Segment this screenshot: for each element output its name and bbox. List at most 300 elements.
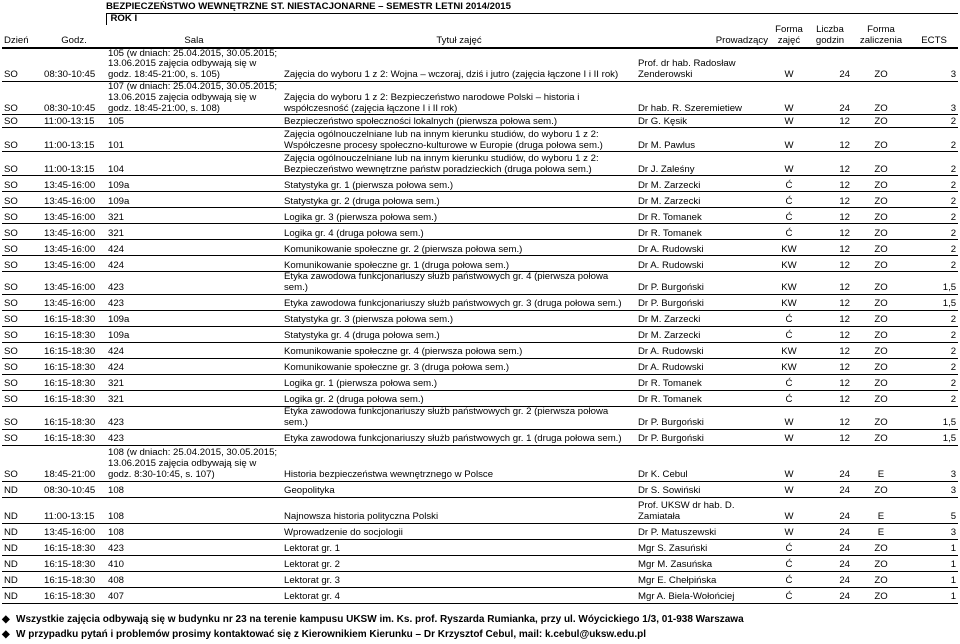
row-sala: 108 xyxy=(106,481,282,497)
header-row xyxy=(2,25,958,48)
row-title: Geopolityka xyxy=(282,481,636,497)
row-godz: 11:00-13:15 xyxy=(42,128,106,152)
row-prowadzacy: Dr A. Rudowski xyxy=(636,342,770,358)
year-row xyxy=(2,13,958,25)
row-liczba-godzin: 12 xyxy=(808,390,852,406)
table-row xyxy=(2,555,958,571)
table-row xyxy=(2,115,958,128)
row-title: Logika gr. 4 (druga połowa sem.) xyxy=(282,224,636,240)
row-godz: 16:15-18:30 xyxy=(42,539,106,555)
row-sala: 423 xyxy=(106,539,282,555)
row-forma-zajec: Ć xyxy=(770,176,808,192)
row-liczba-godzin: 12 xyxy=(808,406,852,429)
row-forma-zaliczenia: ZO xyxy=(852,587,910,603)
row-liczba-godzin: 12 xyxy=(808,128,852,152)
row-dzien: SO xyxy=(2,342,42,358)
row-dzien: SO xyxy=(2,374,42,390)
row-title: Lektorat gr. 4 xyxy=(282,587,636,603)
col-header-dzien: Dzień xyxy=(2,25,42,48)
row-ects: 5 xyxy=(910,497,958,523)
row-forma-zaliczenia: E xyxy=(852,523,910,539)
row-forma-zajec: W xyxy=(770,481,808,497)
row-prowadzacy: Dr A. Rudowski xyxy=(636,358,770,374)
row-dzien: SO xyxy=(2,176,42,192)
row-godz: 13:45-16:00 xyxy=(42,272,106,295)
row-liczba-godzin: 24 xyxy=(808,539,852,555)
row-sala: 424 xyxy=(106,358,282,374)
row-forma-zaliczenia: ZO xyxy=(852,240,910,256)
row-prowadzacy: Dr M. Zarzecki xyxy=(636,176,770,192)
row-forma-zajec: Ć xyxy=(770,587,808,603)
row-title: Logika gr. 3 (pierwsza połowa sem.) xyxy=(282,208,636,224)
row-godz: 11:00-13:15 xyxy=(42,152,106,176)
row-dzien: SO xyxy=(2,445,42,481)
row-liczba-godzin: 12 xyxy=(808,256,852,272)
row-godz: 16:15-18:30 xyxy=(42,326,106,342)
row-prowadzacy: Dr P. Burgoński xyxy=(636,406,770,429)
row-prowadzacy: Dr P. Burgoński xyxy=(636,272,770,295)
row-forma-zajec: KW xyxy=(770,358,808,374)
table-row xyxy=(2,128,958,152)
table-row xyxy=(2,256,958,272)
col-header-sala: Sala xyxy=(106,25,282,48)
row-ects: 1,5 xyxy=(910,429,958,445)
footer-notes xyxy=(2,612,958,642)
row-ects: 2 xyxy=(910,176,958,192)
row-title: Historia bezpieczeństwa wewnętrznego w Polsce xyxy=(282,445,636,481)
row-dzien: SO xyxy=(2,358,42,374)
row-forma-zajec: Ć xyxy=(770,374,808,390)
row-title: Etyka zawodowa funkcjonariuszy służb państwowych gr. 3 (druga połowa sem.) xyxy=(282,294,636,310)
row-dzien: SO xyxy=(2,224,42,240)
row-prowadzacy: Dr M. Pawlus xyxy=(636,128,770,152)
table-row xyxy=(2,48,958,82)
row-ects: 2 xyxy=(910,256,958,272)
table-row xyxy=(2,539,958,555)
row-ects: 2 xyxy=(910,326,958,342)
row-prowadzacy: Dr P. Matuszewski xyxy=(636,523,770,539)
row-godz: 08:30-10:45 xyxy=(42,81,106,114)
row-liczba-godzin: 12 xyxy=(808,326,852,342)
row-liczba-godzin: 12 xyxy=(808,294,852,310)
table-row xyxy=(2,310,958,326)
row-godz: 16:15-18:30 xyxy=(42,429,106,445)
row-prowadzacy: Dr A. Rudowski xyxy=(636,256,770,272)
row-sala: 105 xyxy=(106,115,282,128)
row-dzien: SO xyxy=(2,272,42,295)
row-ects: 3 xyxy=(910,81,958,114)
diamond-bullet-icon: ◆ xyxy=(2,629,10,640)
row-title: Statystyka gr. 4 (druga połowa sem.) xyxy=(282,326,636,342)
table-row xyxy=(2,445,958,481)
row-ects: 3 xyxy=(910,48,958,82)
row-prowadzacy: Dr M. Zarzecki xyxy=(636,310,770,326)
row-prowadzacy: Dr P. Burgoński xyxy=(636,429,770,445)
table-row xyxy=(2,240,958,256)
row-forma-zaliczenia: ZO xyxy=(852,48,910,82)
row-forma-zajec: W xyxy=(770,429,808,445)
table-row xyxy=(2,294,958,310)
table-row xyxy=(2,429,958,445)
row-forma-zaliczenia: E xyxy=(852,497,910,523)
row-ects: 2 xyxy=(910,208,958,224)
row-forma-zajec: Ć xyxy=(770,208,808,224)
row-forma-zajec: W xyxy=(770,128,808,152)
row-prowadzacy: Dr G. Kęsik xyxy=(636,115,770,128)
row-forma-zaliczenia: ZO xyxy=(852,571,910,587)
row-prowadzacy: Prof. UKSW dr hab. D. Zamiatała xyxy=(636,497,770,523)
row-forma-zaliczenia: ZO xyxy=(852,539,910,555)
row-sala: 321 xyxy=(106,390,282,406)
row-liczba-godzin: 12 xyxy=(808,115,852,128)
row-liczba-godzin: 12 xyxy=(808,152,852,176)
row-ects: 1 xyxy=(910,571,958,587)
schedule-sheet xyxy=(2,1,958,604)
row-forma-zajec: W xyxy=(770,81,808,114)
row-forma-zajec: Ć xyxy=(770,555,808,571)
row-prowadzacy: Dr M. Zarzecki xyxy=(636,192,770,208)
row-forma-zajec: KW xyxy=(770,272,808,295)
row-ects: 2 xyxy=(910,192,958,208)
row-forma-zaliczenia: ZO xyxy=(852,326,910,342)
row-sala: 107 (w dniach: 25.04.2015, 30.05.2015; 13.06.2015 zajęcia odbywają się w godz. 18:45-21:00, s. 108) xyxy=(106,81,282,114)
row-dzien: ND xyxy=(2,481,42,497)
row-forma-zaliczenia: ZO xyxy=(852,256,910,272)
row-sala: 423 xyxy=(106,272,282,295)
row-forma-zaliczenia: E xyxy=(852,445,910,481)
row-title: Zajęcia ogólnouczelniane lub na innym kierunku studiów, do wyboru 1 z 2: Bezpieczeństwo wewnętrzne państw poradzieckich (druga połowa sem.) xyxy=(282,152,636,176)
row-godz: 11:00-13:15 xyxy=(42,497,106,523)
row-liczba-godzin: 24 xyxy=(808,481,852,497)
row-dzien: SO xyxy=(2,192,42,208)
row-title: Statystyka gr. 1 (pierwsza połowa sem.) xyxy=(282,176,636,192)
row-sala: 423 xyxy=(106,406,282,429)
row-prowadzacy: Prof. dr hab. Radosław Zenderowski xyxy=(636,48,770,82)
row-godz: 13:45-16:00 xyxy=(42,176,106,192)
row-title: Komunikowanie społeczne gr. 1 (druga połowa sem.) xyxy=(282,256,636,272)
row-title: Etyka zawodowa funkcjonariuszy służb państwowych gr. 2 (pierwsza połowa sem.) xyxy=(282,406,636,429)
row-liczba-godzin: 24 xyxy=(808,81,852,114)
row-forma-zajec: W xyxy=(770,115,808,128)
row-ects: 1,5 xyxy=(910,406,958,429)
footer-note xyxy=(2,627,958,642)
row-godz: 16:15-18:30 xyxy=(42,310,106,326)
row-forma-zaliczenia: ZO xyxy=(852,406,910,429)
row-dzien: ND xyxy=(2,539,42,555)
row-forma-zaliczenia: ZO xyxy=(852,342,910,358)
col-header-liczba-godzin: Liczba godzin xyxy=(808,25,852,48)
row-liczba-godzin: 12 xyxy=(808,224,852,240)
table-row xyxy=(2,272,958,295)
row-title: Etyka zawodowa funkcjonariuszy służb państwowych gr. 4 (pierwsza połowa sem.) xyxy=(282,272,636,295)
row-liczba-godzin: 12 xyxy=(808,374,852,390)
col-header-prowadzacy: Prowadzący xyxy=(636,25,770,48)
row-godz: 16:15-18:30 xyxy=(42,342,106,358)
year-label: ROK I xyxy=(106,13,958,25)
row-title: Komunikowanie społeczne gr. 3 (druga połowa sem.) xyxy=(282,358,636,374)
row-prowadzacy: Dr hab. R. Szeremietiew xyxy=(636,81,770,114)
row-dzien: SO xyxy=(2,240,42,256)
row-ects: 2 xyxy=(910,224,958,240)
row-title: Etyka zawodowa funkcjonariuszy służb państwowych gr. 1 (druga połowa sem.) xyxy=(282,429,636,445)
row-liczba-godzin: 24 xyxy=(808,48,852,82)
row-prowadzacy: Dr R. Tomanek xyxy=(636,374,770,390)
row-sala: 410 xyxy=(106,555,282,571)
table-row xyxy=(2,374,958,390)
row-forma-zajec: KW xyxy=(770,256,808,272)
row-dzien: SO xyxy=(2,115,42,128)
row-title: Komunikowanie społeczne gr. 4 (pierwsza połowa sem.) xyxy=(282,342,636,358)
row-title: Logika gr. 1 (pierwsza połowa sem.) xyxy=(282,374,636,390)
row-godz: 16:15-18:30 xyxy=(42,571,106,587)
row-godz: 13:45-16:00 xyxy=(42,224,106,240)
col-header-godz: Godz. xyxy=(42,25,106,48)
row-forma-zajec: W xyxy=(770,406,808,429)
row-godz: 13:45-16:00 xyxy=(42,523,106,539)
row-godz: 16:15-18:30 xyxy=(42,406,106,429)
row-liczba-godzin: 12 xyxy=(808,310,852,326)
row-liczba-godzin: 12 xyxy=(808,358,852,374)
row-forma-zaliczenia: ZO xyxy=(852,374,910,390)
row-forma-zajec: Ć xyxy=(770,310,808,326)
row-forma-zaliczenia: ZO xyxy=(852,81,910,114)
row-sala: 321 xyxy=(106,374,282,390)
row-liczba-godzin: 24 xyxy=(808,523,852,539)
row-ects: 2 xyxy=(910,152,958,176)
row-sala: 108 (w dniach: 25.04.2015, 30.05.2015; 13.06.2015 zajęcia odbywają się w godz. 8:30-10:45, s. 107) xyxy=(106,445,282,481)
row-prowadzacy: Dr K. Cebul xyxy=(636,445,770,481)
row-forma-zaliczenia: ZO xyxy=(852,429,910,445)
table-row xyxy=(2,358,958,374)
row-dzien: ND xyxy=(2,497,42,523)
col-header-tytul: Tytuł zajęć xyxy=(282,25,636,48)
table-row xyxy=(2,406,958,429)
row-sala: 408 xyxy=(106,571,282,587)
row-godz: 18:45-21:00 xyxy=(42,445,106,481)
row-title: Wprowadzenie do socjologii xyxy=(282,523,636,539)
diamond-bullet-icon: ◆ xyxy=(2,614,10,625)
row-liczba-godzin: 24 xyxy=(808,587,852,603)
row-ects: 2 xyxy=(910,240,958,256)
row-dzien: SO xyxy=(2,48,42,82)
col-header-forma-zajec: Forma zajęć xyxy=(770,25,808,48)
row-title: Najnowsza historia polityczna Polski xyxy=(282,497,636,523)
row-dzien: ND xyxy=(2,555,42,571)
row-liczba-godzin: 12 xyxy=(808,272,852,295)
schedule-table xyxy=(2,1,958,604)
footer-note-text: Wszystkie zajęcia odbywają się w budynku nr 23 na terenie kampusu UKSW im. Ks. prof. Ryszarda Rumianka, przy ul. Wóycickiego 1/3, 01-938 Warszawa xyxy=(16,614,744,625)
row-dzien: ND xyxy=(2,587,42,603)
row-title: Lektorat gr. 2 xyxy=(282,555,636,571)
table-row xyxy=(2,497,958,523)
row-dzien: SO xyxy=(2,128,42,152)
row-forma-zajec: Ć xyxy=(770,192,808,208)
row-forma-zajec: W xyxy=(770,152,808,176)
row-dzien: SO xyxy=(2,208,42,224)
row-forma-zaliczenia: ZO xyxy=(852,358,910,374)
row-godz: 16:15-18:30 xyxy=(42,587,106,603)
row-prowadzacy: Dr R. Tomanek xyxy=(636,208,770,224)
row-title: Zajęcia do wyboru 1 z 2: Bezpieczeństwo narodowe Polski – historia i współczesność (zajęcia łączone I i II rok) xyxy=(282,81,636,114)
row-sala: 423 xyxy=(106,429,282,445)
row-sala: 424 xyxy=(106,240,282,256)
row-title: Lektorat gr. 3 xyxy=(282,571,636,587)
row-prowadzacy: Dr P. Burgoński xyxy=(636,294,770,310)
row-sala: 104 xyxy=(106,152,282,176)
schedule-title: BEZPIECZEŃSTWO WEWNĘTRZNE ST. NIESTACJONARNE – SEMESTR LETNI 2014/2015 xyxy=(106,1,511,12)
row-prowadzacy: Dr S. Sowiński xyxy=(636,481,770,497)
row-ects: 2 xyxy=(910,115,958,128)
row-title: Statystyka gr. 2 (druga połowa sem.) xyxy=(282,192,636,208)
footer-note xyxy=(2,612,958,627)
row-forma-zajec: KW xyxy=(770,294,808,310)
row-sala: 423 xyxy=(106,294,282,310)
row-ects: 1 xyxy=(910,539,958,555)
row-sala: 108 xyxy=(106,523,282,539)
row-godz: 13:45-16:00 xyxy=(42,192,106,208)
row-forma-zaliczenia: ZO xyxy=(852,272,910,295)
table-row xyxy=(2,192,958,208)
row-prowadzacy: Mgr E. Chełpińska xyxy=(636,571,770,587)
row-liczba-godzin: 24 xyxy=(808,555,852,571)
row-forma-zajec: Ć xyxy=(770,571,808,587)
row-forma-zaliczenia: ZO xyxy=(852,128,910,152)
row-godz: 16:15-18:30 xyxy=(42,374,106,390)
row-godz: 13:45-16:00 xyxy=(42,208,106,224)
row-sala: 424 xyxy=(106,342,282,358)
row-godz: 08:30-10:45 xyxy=(42,481,106,497)
title-row xyxy=(2,1,958,13)
row-godz: 16:15-18:30 xyxy=(42,358,106,374)
row-dzien: SO xyxy=(2,294,42,310)
row-forma-zaliczenia: ZO xyxy=(852,310,910,326)
table-row xyxy=(2,390,958,406)
col-header-forma-zaliczenia: Forma zaliczenia xyxy=(852,25,910,48)
row-ects: 2 xyxy=(910,342,958,358)
row-sala: 109a xyxy=(106,326,282,342)
row-forma-zaliczenia: ZO xyxy=(852,390,910,406)
row-godz: 13:45-16:00 xyxy=(42,240,106,256)
row-dzien: SO xyxy=(2,152,42,176)
row-ects: 2 xyxy=(910,358,958,374)
row-title: Logika gr. 2 (druga połowa sem.) xyxy=(282,390,636,406)
row-prowadzacy: Mgr A. Biela-Wołońciej xyxy=(636,587,770,603)
row-sala: 105 (w dniach: 25.04.2015, 30.05.2015; 13.06.2015 zajęcia odbywają się w godz. 18:45-21:00, s. 105) xyxy=(106,48,282,82)
row-liczba-godzin: 24 xyxy=(808,497,852,523)
table-row xyxy=(2,481,958,497)
row-dzien: SO xyxy=(2,429,42,445)
row-forma-zajec: Ć xyxy=(770,390,808,406)
row-ects: 3 xyxy=(910,523,958,539)
row-forma-zaliczenia: ZO xyxy=(852,224,910,240)
table-row xyxy=(2,587,958,603)
row-sala: 407 xyxy=(106,587,282,603)
row-ects: 2 xyxy=(910,390,958,406)
row-ects: 3 xyxy=(910,445,958,481)
row-forma-zajec: Ć xyxy=(770,539,808,555)
row-ects: 1,5 xyxy=(910,294,958,310)
row-title: Statystyka gr. 3 (pierwsza połowa sem.) xyxy=(282,310,636,326)
row-forma-zaliczenia: ZO xyxy=(852,176,910,192)
row-prowadzacy: Dr R. Tomanek xyxy=(636,224,770,240)
row-godz: 16:15-18:30 xyxy=(42,390,106,406)
row-liczba-godzin: 24 xyxy=(808,445,852,481)
row-forma-zajec: KW xyxy=(770,240,808,256)
row-sala: 109a xyxy=(106,176,282,192)
row-forma-zaliczenia: ZO xyxy=(852,294,910,310)
row-forma-zaliczenia: ZO xyxy=(852,208,910,224)
row-forma-zaliczenia: ZO xyxy=(852,115,910,128)
row-prowadzacy: Dr M. Zarzecki xyxy=(636,326,770,342)
row-liczba-godzin: 12 xyxy=(808,342,852,358)
row-ects: 2 xyxy=(910,374,958,390)
row-title: Zajęcia ogólnouczelniane lub na innym kierunku studiów, do wyboru 1 z 2: Współczesne procesy społeczno-kulturowe w Europie (druga połowa sem.) xyxy=(282,128,636,152)
row-ects: 3 xyxy=(910,481,958,497)
row-ects: 2 xyxy=(910,310,958,326)
row-ects: 1 xyxy=(910,587,958,603)
row-forma-zajec: Ć xyxy=(770,326,808,342)
table-row xyxy=(2,571,958,587)
row-godz: 11:00-13:15 xyxy=(42,115,106,128)
table-row xyxy=(2,81,958,114)
row-dzien: ND xyxy=(2,571,42,587)
row-title: Bezpieczeństwo społeczności lokalnych (pierwsza połowa sem.) xyxy=(282,115,636,128)
row-title: Komunikowanie społeczne gr. 2 (pierwsza połowa sem.) xyxy=(282,240,636,256)
row-sala: 321 xyxy=(106,208,282,224)
row-sala: 109a xyxy=(106,310,282,326)
row-godz: 13:45-16:00 xyxy=(42,294,106,310)
table-row xyxy=(2,152,958,176)
row-prowadzacy: Dr A. Rudowski xyxy=(636,240,770,256)
col-header-ects: ECTS xyxy=(910,25,958,48)
table-row xyxy=(2,208,958,224)
row-title: Zajęcia do wyboru 1 z 2: Wojna – wczoraj, dziś i jutro (zajęcia łączone I i II rok) xyxy=(282,48,636,82)
row-sala: 321 xyxy=(106,224,282,240)
row-dzien: SO xyxy=(2,310,42,326)
row-sala: 101 xyxy=(106,128,282,152)
row-forma-zajec: W xyxy=(770,523,808,539)
row-forma-zajec: W xyxy=(770,48,808,82)
row-prowadzacy: Mgr S. Zasuński xyxy=(636,539,770,555)
row-godz: 16:15-18:30 xyxy=(42,555,106,571)
row-godz: 13:45-16:00 xyxy=(42,256,106,272)
row-prowadzacy: Dr R. Tomanek xyxy=(636,390,770,406)
row-godz: 08:30-10:45 xyxy=(42,48,106,82)
row-liczba-godzin: 12 xyxy=(808,240,852,256)
row-dzien: SO xyxy=(2,390,42,406)
row-dzien: SO xyxy=(2,326,42,342)
table-row xyxy=(2,176,958,192)
row-ects: 1 xyxy=(910,555,958,571)
row-dzien: ND xyxy=(2,523,42,539)
footer-note-text: W przypadku pytań i problemów prosimy kontaktować się z Kierownikiem Kierunku – Dr Krzysztof Cebul, mail: k.cebul@uksw.edu.pl xyxy=(16,629,647,640)
row-forma-zaliczenia: ZO xyxy=(852,555,910,571)
row-liczba-godzin: 12 xyxy=(808,208,852,224)
row-ects: 2 xyxy=(910,128,958,152)
row-ects: 1,5 xyxy=(910,272,958,295)
row-liczba-godzin: 12 xyxy=(808,429,852,445)
row-liczba-godzin: 12 xyxy=(808,176,852,192)
table-row xyxy=(2,523,958,539)
row-forma-zajec: KW xyxy=(770,342,808,358)
row-sala: 108 xyxy=(106,497,282,523)
row-prowadzacy: Mgr M. Zasuńska xyxy=(636,555,770,571)
table-row xyxy=(2,326,958,342)
row-forma-zajec: W xyxy=(770,497,808,523)
row-dzien: SO xyxy=(2,81,42,114)
row-dzien: SO xyxy=(2,406,42,429)
row-forma-zajec: Ć xyxy=(770,224,808,240)
